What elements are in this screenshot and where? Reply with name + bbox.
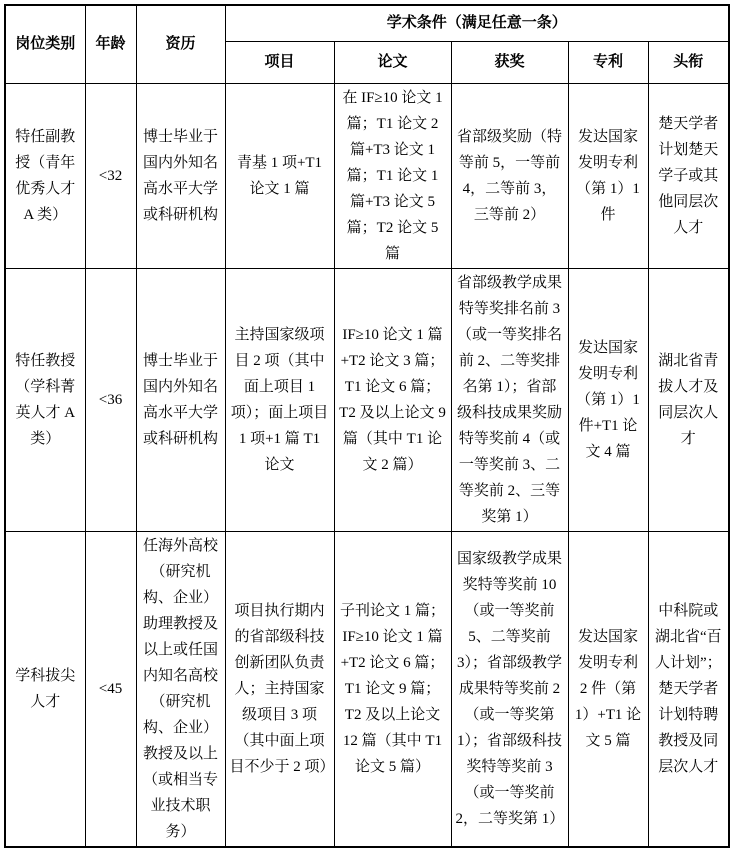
row3-patent-cell: 发达国家发明专利 2 件（第 1）+T1 论文 5 篇 bbox=[568, 531, 648, 847]
row1-title-cell: 楚天学者计划楚天学子或其他同层次人才 bbox=[648, 83, 729, 268]
row3-age-cell: <45 bbox=[85, 531, 136, 847]
header-position: 岗位类别 bbox=[5, 5, 85, 83]
row3-project-cell: 项目执行期内的省部级科技创新团队负责人；主持国家级项目 3 项（其中面上项目不少于 2 项） bbox=[225, 531, 334, 847]
table-row bbox=[5, 83, 729, 268]
table-row bbox=[5, 531, 729, 847]
row3-award-cell: 国家级教学成果奖特等奖前 10（或一等奖前 5、二等奖前 3）；省部级教学成果特等奖前 2（或一等奖第 1）；省部级科技奖特等奖前 3（或一等奖前 2，二等奖第 1） bbox=[451, 531, 568, 847]
header-qualification: 资历 bbox=[136, 5, 225, 83]
header-age: 年龄 bbox=[85, 5, 136, 83]
header-academic-conditions: 学术条件（满足任意一条） bbox=[225, 5, 729, 41]
row1-paper-cell: 在 IF≥10 论文 1 篇；T1 论文 2 篇+T3 论文 1 篇；T1 论文 1 篇+T3 论文 5 篇；T2 论文 5 篇 bbox=[334, 83, 451, 268]
row1-project-cell: 青基 1 项+T1 论文 1 篇 bbox=[225, 83, 334, 268]
row1-award-cell: 省部级奖励（特等前 5，一等前 4，二等前 3，三等前 2） bbox=[451, 83, 568, 268]
header-project: 项目 bbox=[225, 41, 334, 83]
header-patent: 专利 bbox=[568, 41, 648, 83]
row1-patent-cell: 发达国家发明专利（第 1）1 件 bbox=[568, 83, 648, 268]
row2-qualification-cell: 博士毕业于国内外知名高水平大学或科研机构 bbox=[136, 268, 225, 531]
row3-qualification-cell: 任海外高校（研究机构、企业）助理教授及以上或任国内知名高校（研究机构、企业）教授及以上（或相当专业技术职务） bbox=[136, 531, 225, 847]
header-title: 头衔 bbox=[648, 41, 729, 83]
row3-paper-cell: 子刊论文 1 篇；IF≥10 论文 1 篇+T2 论文 6 篇；T1 论文 9 篇；T2 及以上论文 12 篇（其中 T1 论文 5 篇） bbox=[334, 531, 451, 847]
row2-title-cell: 湖北省青拔人才及同层次人才 bbox=[648, 268, 729, 531]
header-award: 获奖 bbox=[451, 41, 568, 83]
row2-patent-cell: 发达国家发明专利（第 1）1 件+T1 论文 4 篇 bbox=[568, 268, 648, 531]
header-paper: 论文 bbox=[334, 41, 451, 83]
position-requirements-table bbox=[4, 4, 730, 848]
row2-position-cell: 特任教授（学科菁英人才 A 类） bbox=[5, 268, 85, 531]
row1-position-cell: 特任副教授（青年优秀人才 A 类） bbox=[5, 83, 85, 268]
document-page bbox=[4, 4, 730, 848]
row3-position-cell: 学科拔尖人才 bbox=[5, 531, 85, 847]
row2-age-cell: <36 bbox=[85, 268, 136, 531]
row2-paper-cell: IF≥10 论文 1 篇+T2 论文 3 篇；T1 论文 6 篇；T2 及以上论文 9 篇（其中 T1 论文 2 篇） bbox=[334, 268, 451, 531]
row2-project-cell: 主持国家级项目 2 项（其中面上项目 1 项）；面上项目 1 项+1 篇 T1 论文 bbox=[225, 268, 334, 531]
row2-award-cell: 省部级教学成果特等奖排名前 3（或一等奖排名前 2、二等奖排名第 1）；省部级科技成果奖励特等奖前 4（或一等奖前 3、二等奖前 2、三等奖第 1） bbox=[451, 268, 568, 531]
row1-qualification-cell: 博士毕业于国内外知名高水平大学或科研机构 bbox=[136, 83, 225, 268]
row3-title-cell: 中科院或湖北省“百人计划”；楚天学者计划特聘教授及同层次人才 bbox=[648, 531, 729, 847]
row1-age-cell: <32 bbox=[85, 83, 136, 268]
table-row bbox=[5, 268, 729, 531]
